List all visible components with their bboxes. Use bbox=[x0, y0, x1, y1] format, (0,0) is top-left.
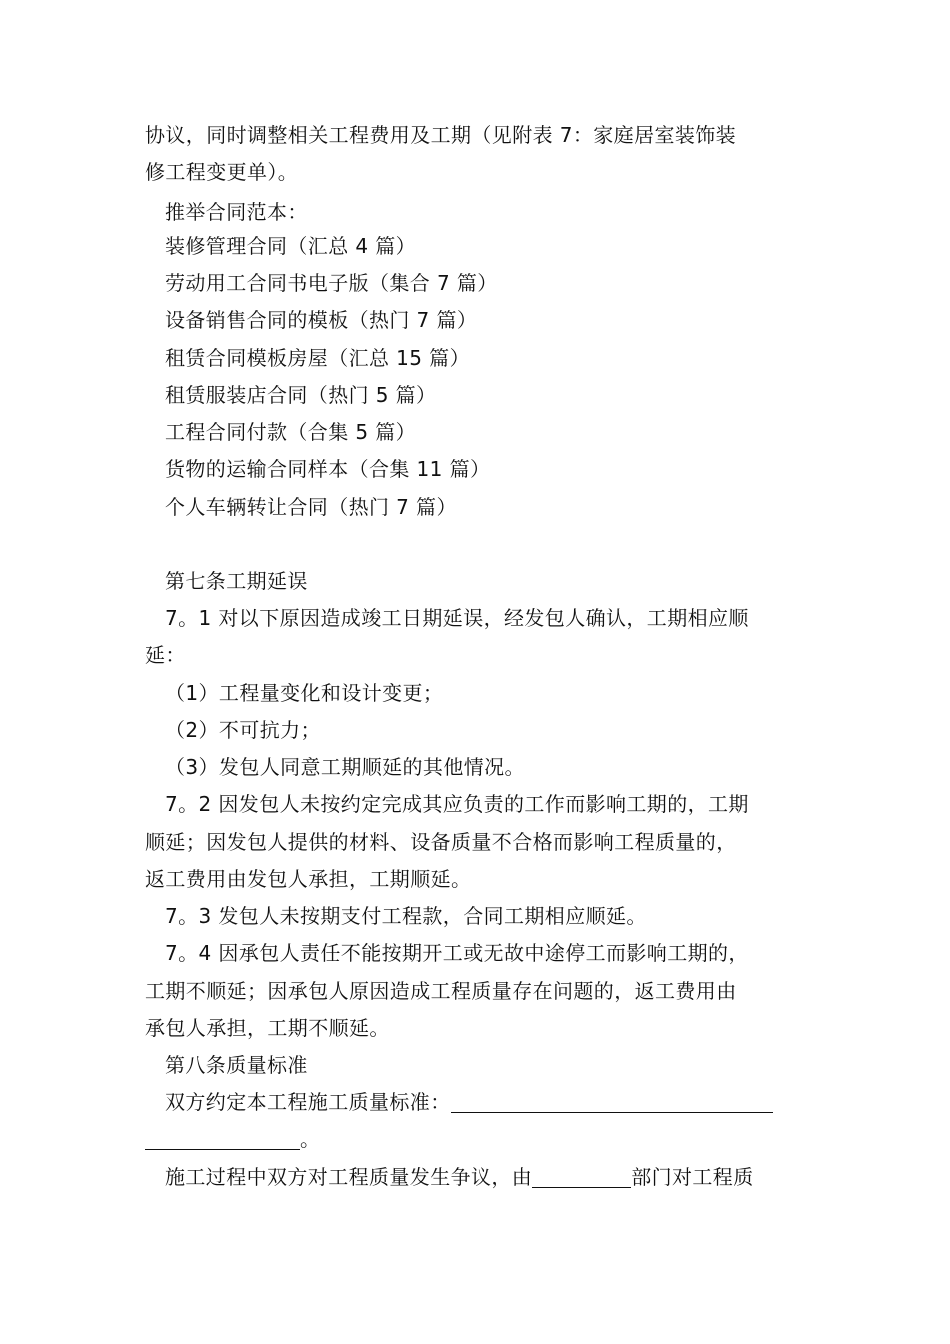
paragraph-line: 修工程变更单）。 bbox=[145, 160, 299, 184]
paragraph-line: 7。4 因承包人责任不能按期开工或无故中途停工而影响工期的， bbox=[165, 941, 749, 965]
list-item: 装修管理合同（汇总 4 篇） bbox=[165, 234, 417, 258]
paragraph-line: 推举合同范本： bbox=[165, 200, 308, 224]
paragraph-text: 施工过程中双方对工程质量发生争议，由 bbox=[165, 1165, 533, 1189]
section-heading: 第八条质量标准 bbox=[165, 1053, 308, 1077]
paragraph-text: 。 bbox=[300, 1127, 321, 1151]
paragraph-line: 工期不顺延；因承包人原因造成工程质量存在问题的，返工费用由 bbox=[145, 979, 737, 1003]
list-item: 租赁合同模板房屋（汇总 15 篇） bbox=[165, 346, 470, 370]
paragraph-line: （2）不可抗力； bbox=[165, 718, 321, 742]
paragraph-line bbox=[165, 1163, 835, 1191]
paragraph-line bbox=[165, 1088, 835, 1116]
paragraph-text: 双方约定本工程施工质量标准： bbox=[165, 1090, 451, 1114]
paragraph-line bbox=[145, 1125, 815, 1153]
paragraph-line: 协议，同时调整相关工程费用及工期（见附表 7：家庭居室装饰装 bbox=[145, 123, 737, 147]
section-heading: 第七条工期延误 bbox=[165, 569, 308, 593]
list-item: 租赁服装店合同（热门 5 篇） bbox=[165, 383, 437, 407]
list-item: 个人车辆转让合同（热门 7 篇） bbox=[165, 495, 457, 519]
list-item: 工程合同付款（合集 5 篇） bbox=[165, 420, 417, 444]
paragraph-line: 承包人承担，工期不顺延。 bbox=[145, 1016, 390, 1040]
paragraph-line: 7。1 对以下原因造成竣工日期延误，经发包人确认，工期相应顺 bbox=[165, 606, 749, 630]
fill-in-blank bbox=[532, 1167, 631, 1188]
paragraph-line: （1）工程量变化和设计变更； bbox=[165, 681, 444, 705]
paragraph-line: 返工费用由发包人承担，工期顺延。 bbox=[145, 867, 472, 891]
paragraph-line: 顺延；因发包人提供的材料、设备质量不合格而影响工程质量的， bbox=[145, 830, 737, 854]
list-item: 货物的运输合同样本（合集 11 篇） bbox=[165, 457, 491, 481]
list-item: 设备销售合同的模板（热门 7 篇） bbox=[165, 308, 478, 332]
fill-in-blank bbox=[145, 1129, 300, 1150]
paragraph-text: 部门对工程质 bbox=[631, 1165, 754, 1189]
list-item: 劳动用工合同书电子版（集合 7 篇） bbox=[165, 271, 498, 295]
fill-in-blank bbox=[451, 1092, 773, 1113]
paragraph-line: 延： bbox=[145, 643, 186, 667]
paragraph-line: 7。2 因发包人未按约定完成其应负责的工作而影响工期的，工期 bbox=[165, 792, 749, 816]
paragraph-line: （3）发包人同意工期顺延的其他情况。 bbox=[165, 755, 525, 779]
paragraph-line: 7。3 发包人未按期支付工程款，合同工期相应顺延。 bbox=[165, 904, 647, 928]
